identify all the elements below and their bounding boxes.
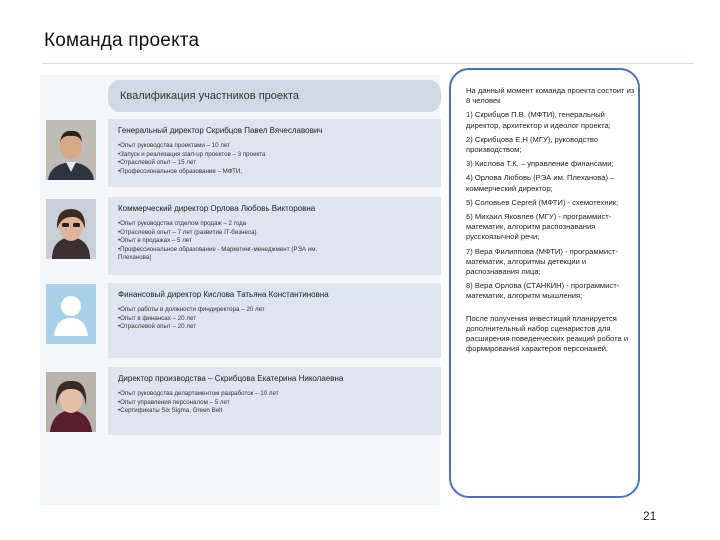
team-entry: 1) Скрибцов П.В. (МФТИ), генеральный директор, архитектор и идеолог проекта; — [466, 110, 611, 130]
team-entry: 7) Вера Филиппова (МФТИ) - программист-математик, алгоритмы детекции и распознавания лица; — [466, 246, 618, 277]
member-fact: •Отраслевой опыт – 15 лет — [118, 159, 196, 167]
member-fact: •Опыт руководства департаментом разработок – 10 лет — [118, 390, 279, 397]
team-entry: 6) Михаил Яковлев (МГУ) - программист-математик, алгоритм распознавания русскоязычной речи; — [466, 212, 612, 242]
member-fact: •Отраслевой опыт – 20 лет — [118, 323, 196, 331]
member-fact: •Опыт в продажах – 5 лет — [118, 237, 192, 245]
member-fact: •Опыт управления персоналом – 5 лет — [118, 398, 230, 406]
member-fact: •Опыт в финансах – 20 лет — [118, 314, 196, 322]
team-summary-text — [466, 86, 636, 358]
member-card-commercial-director — [108, 197, 441, 275]
member-fact: •Сертификаты Six Sigma, Green Belt — [118, 407, 223, 415]
page-number: 21 — [643, 509, 657, 523]
team-entry: 3) Кислова Т.К. – управление финансами; — [466, 159, 614, 169]
member-fact: •Профессиональное образование - Маркетинг-менеджмент (РЭА им. — [118, 245, 318, 253]
member-fact: •Опыт руководства отделом продаж – 2 года — [118, 220, 247, 227]
team-entry: 5) Соловьев Сергей (МФТИ) - схемотехник; — [466, 197, 619, 207]
qualification-header — [108, 80, 441, 112]
member-fact: •Опыт работы в должности финдиректора – 20 лет — [118, 306, 265, 313]
photo-production-director — [46, 372, 96, 432]
member-name: Директор производства – Скрибцова Екатерина Николаевна — [118, 374, 344, 383]
team-outro: После получения инвестиций планируется дополнительный набор сценаристов для расширения поведенческих реакций робота и формирования характеров персонажей. — [466, 313, 629, 354]
member-fact: •Отраслевой опыт – 7 лет (развитие IT-бизнеса) — [118, 228, 257, 236]
member-fact: •Запуск и реализация start-up проектов – 3 проекта — [118, 150, 266, 158]
member-card-ceo — [108, 119, 441, 187]
photo-commercial-director — [46, 199, 96, 259]
team-entry: 8) Вера Орлова (СТАНКИН) - программист-математик, алгоритм мышления; — [466, 281, 620, 301]
member-card-production-director — [108, 367, 441, 435]
member-fact: •Опыт руководства проектами – 10 лет — [118, 142, 230, 149]
qualification-header-label: Квалификация участников проекта — [120, 90, 299, 102]
member-fact: Плеханова) — [118, 254, 152, 262]
member-name: Генеральный директор Скрибцов Павел Вячеславович — [118, 126, 323, 135]
team-entry: 4) Орлова Любовь (РЭА им. Плеханова) – коммерческий директор; — [466, 173, 615, 193]
slide-title: Команда проекта — [44, 30, 200, 51]
member-fact: •Профессиональное образование – МФТИ, — [118, 167, 243, 175]
member-card-financial-director — [108, 283, 441, 358]
photo-financial-director — [46, 284, 96, 344]
title-divider — [42, 63, 694, 64]
team-intro: На данный момент команда проекта состоит из 8 человек — [466, 86, 635, 106]
member-name: Коммерческий директор Орлова Любовь Викторовна — [118, 204, 316, 213]
team-entry: 2) Скрибцова Е.Н (МГУ), руководство производством; — [466, 134, 599, 155]
member-name: Финансовый директор Кислова Татьяна Константиновна — [118, 290, 329, 299]
photo-ceo — [46, 120, 96, 180]
